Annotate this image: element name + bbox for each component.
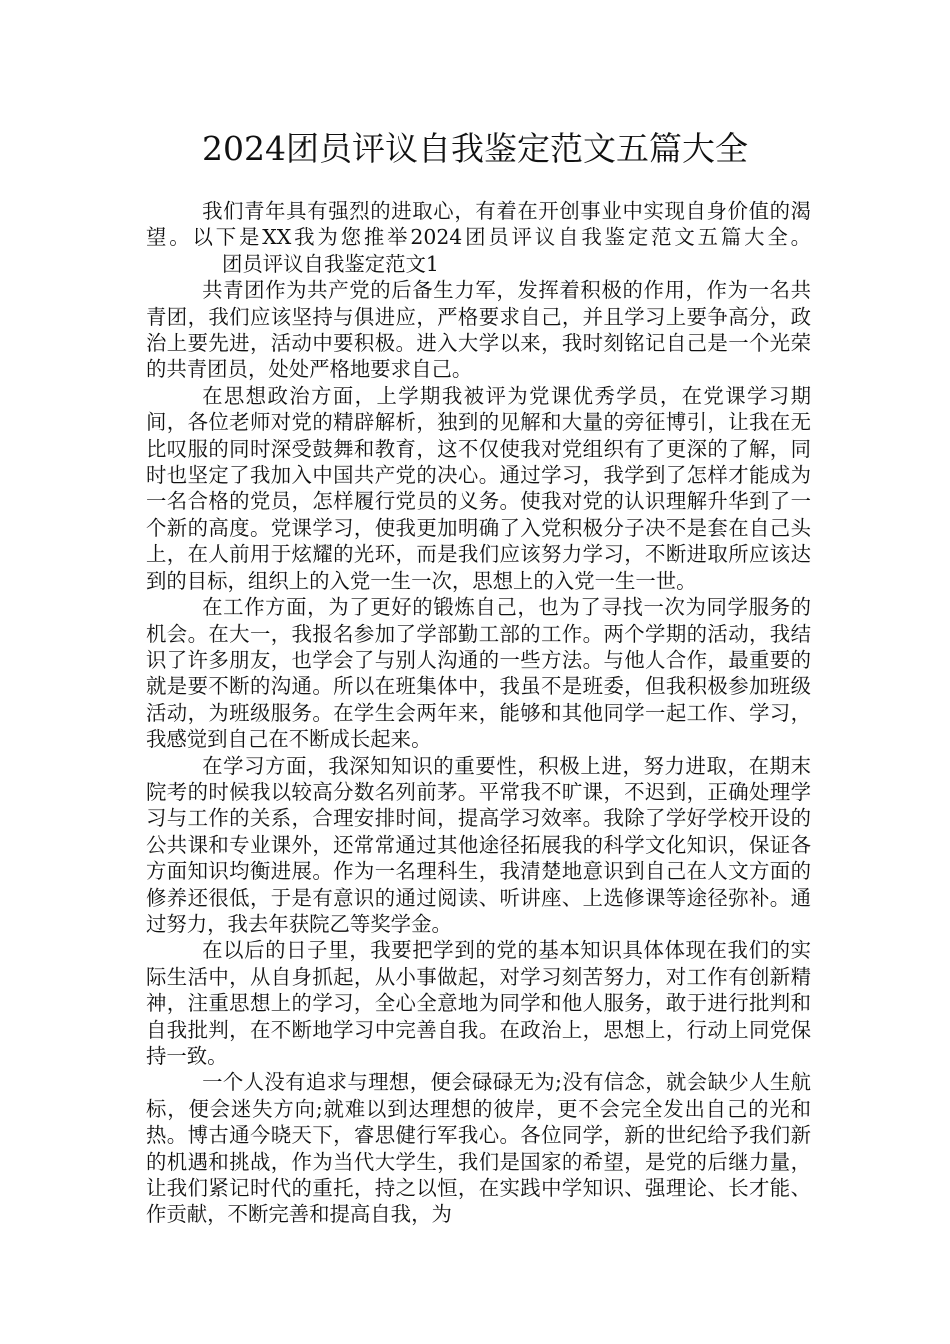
document-body: [146, 198, 811, 1228]
body-paragraph-3: 在工作方面，为了更好的锻炼自己，也为了寻找一次为同学服务的机会。在大一，我报名参加了学部勤工部的工作。两个学期的活动，我结识了许多朋友，也学会了与别人沟通的一些方法。与他人合作，最重要的就是要不断的沟通。所以在班集体中，我虽不是班委，但我积极参加班级活动，为班级服务。在学生会两年来，能够和其他同学一起工作、学习，我感觉到自己在不断成长起来。: [146, 595, 811, 752]
body-paragraph-4: 在学习方面，我深知知识的重要性，积极上进，努力进取，在期末院考的时候我以较高分数名列前茅。平常我不旷课，不迟到，正确处理学习与工作的关系，合理安排时间，提高学习效率。我除了学好学校开设的公共课和专业课外，还常常通过其他途径拓展我的科学文化知识，保证各方面知识均衡进展。作为一名理科生，我清楚地意识到自己在人文方面的修养还很低，于是有意识的通过阅读、听讲座、上选修课等途径弥补。通过努力，我去年获院乙等奖学金。: [146, 753, 811, 936]
intro-heading: 团员评议自我鉴定范文1: [222, 251, 439, 276]
document-title: 2024团员评议自我鉴定范文五篇大全: [202, 129, 748, 168]
body-paragraph-6: 一个人没有追求与理想，便会碌碌无为;没有信念，就会缺少人生航标，便会迷失方向;就难以到达理想的彼岸，更不会完全发出自己的光和热。博古通今晓天下，睿思健行军我心。各位同学，新的世纪给予我们新的机遇和挑战，作为当代大学生，我们是国家的希望，是党的后继力量，让我们紧记时代的重托，持之以恒，在实践中学知识、强理论、长才能、作贡献，不断完善和提高自我，为: [146, 1070, 811, 1227]
body-paragraph-5: 在以后的日子里，我要把学到的党的基本知识具体体现在我们的实际生活中，从自身抓起，从小事做起，对学习刻苦努力，对工作有创新精神，注重思想上的学习，全心全意地为同学和他人服务，敢于进行批判和自我批判，在不断地学习中完善自我。在政治上，思想上，行动上同党保持一致。: [146, 938, 811, 1068]
body-paragraph-2: 在思想政治方面，上学期我被评为党课优秀学员，在党课学习期间，各位老师对党的精辟解析，独到的见解和大量的旁征博引，让我在无比叹服的同时深受鼓舞和教育，这不仅使我对党组织有了更深的了解，同时也坚定了我加入中国共产党的决心。通过学习，我学到了怎样才能成为一名合格的党员，怎样履行党员的义务。使我对党的认识理解升华到了一个新的高度。党课学习，使我更加明确了入党积极分子决不是套在自己头上，在人前用于炫耀的光环，而是我们应该努力学习，不断进取所应该达到的目标，组织上的入党一生一次，思想上的入党一生一世。: [146, 383, 811, 593]
body-paragraph-1: 共青团作为共产党的后备生力军，发挥着积极的作用，作为一名共青团，我们应该坚持与俱进应，严格要求自己，并且学习上要争高分，政治上要先进，活动中要积极。进入大学以来，我时刻铭记自己是一个光荣的共青团员，处处严格地要求自己。: [146, 278, 811, 382]
intro-paragraph: [146, 198, 811, 277]
intro-text: 我们青年具有强烈的进取心，有着在开创事业中实现自身价值的渴望。以下是XX我为您推举2024团员评议自我鉴定范文五篇大全。: [146, 199, 811, 250]
